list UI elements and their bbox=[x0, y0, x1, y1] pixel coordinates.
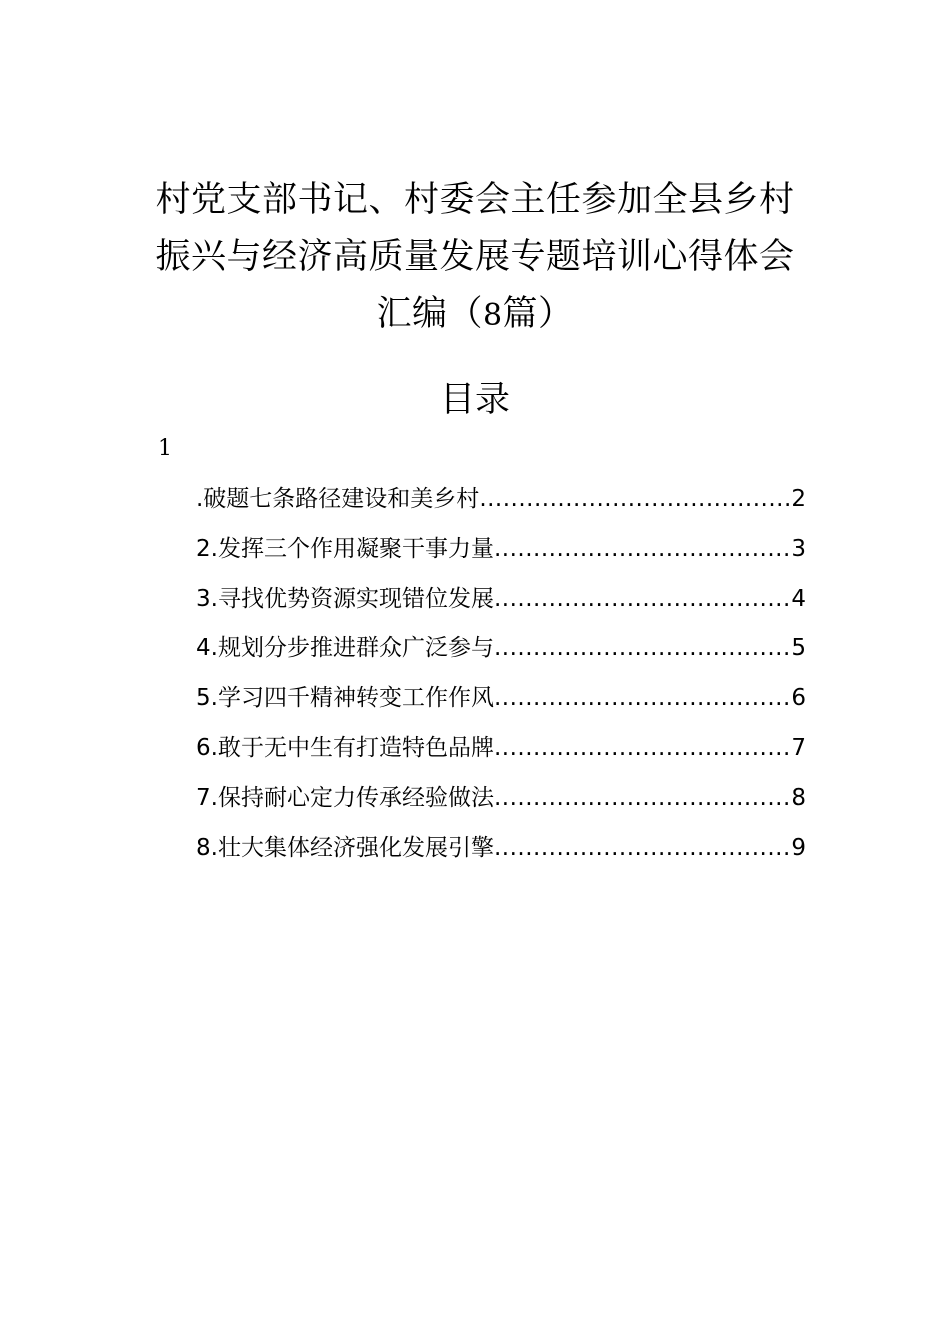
toc-leader-dots bbox=[494, 627, 789, 669]
toc-entry-label: .破题七条路径建设和美乡村 bbox=[196, 486, 480, 512]
toc-entry[interactable] bbox=[196, 478, 806, 528]
toc-entry[interactable] bbox=[196, 627, 806, 677]
toc-leader-dots bbox=[494, 727, 789, 769]
title-line-1: 村党支部书记、村委会主任参加全县乡村 bbox=[155, 180, 795, 220]
title-line-3-suffix: 篇） bbox=[502, 294, 574, 334]
toc-entry-label: 2.发挥三个作用凝聚干事力量 bbox=[196, 535, 494, 562]
table-of-contents bbox=[196, 478, 806, 876]
toc-entry-page: 7 bbox=[791, 734, 806, 761]
toc-heading: 目录 bbox=[439, 380, 510, 420]
toc-entry-label: 3.寻找优势资源实现错位发展 bbox=[196, 585, 494, 612]
toc-entry-label: 4.规划分步推进群众广泛参与 bbox=[196, 635, 494, 662]
toc-entry-label: 7.保持耐心定力传承经验做法 bbox=[196, 784, 494, 811]
toc-entry-label: 6.敢于无中生有打造特色品牌 bbox=[196, 734, 494, 761]
toc-leader-dots bbox=[494, 777, 789, 819]
toc-entry[interactable] bbox=[196, 677, 806, 727]
title-line-2: 振兴与经济高质量发展专题培训心得体会 bbox=[155, 237, 795, 277]
toc-leader-dots bbox=[494, 677, 789, 719]
toc-entry-page: 5 bbox=[791, 635, 806, 662]
toc-leader-dots bbox=[479, 478, 789, 520]
toc-entry-page: 9 bbox=[791, 834, 806, 861]
toc-entry-label: 8.壮大集体经济强化发展引擎 bbox=[196, 834, 494, 861]
stray-page-number: 1 bbox=[158, 436, 172, 461]
title-line-3-number: 8 bbox=[482, 298, 503, 333]
toc-entry[interactable] bbox=[196, 578, 806, 628]
document-title bbox=[120, 172, 830, 344]
toc-entry[interactable] bbox=[196, 528, 806, 578]
toc-entry[interactable] bbox=[196, 777, 806, 827]
toc-entry-page: 8 bbox=[791, 784, 806, 811]
toc-leader-dots bbox=[494, 827, 789, 869]
toc-entry-page: 2 bbox=[791, 486, 806, 512]
toc-entry-label: 5.学习四千精神转变工作作风 bbox=[196, 685, 494, 712]
toc-leader-dots bbox=[494, 578, 789, 620]
toc-entry-page: 3 bbox=[791, 535, 806, 562]
toc-leader-dots bbox=[494, 528, 789, 570]
title-line-3 bbox=[120, 286, 830, 344]
title-line-3-prefix: 汇编（ bbox=[376, 294, 483, 334]
toc-entry[interactable] bbox=[196, 727, 806, 777]
toc-entry-page: 6 bbox=[791, 685, 806, 712]
toc-entry-page: 4 bbox=[791, 585, 806, 612]
toc-entry[interactable] bbox=[196, 827, 806, 877]
